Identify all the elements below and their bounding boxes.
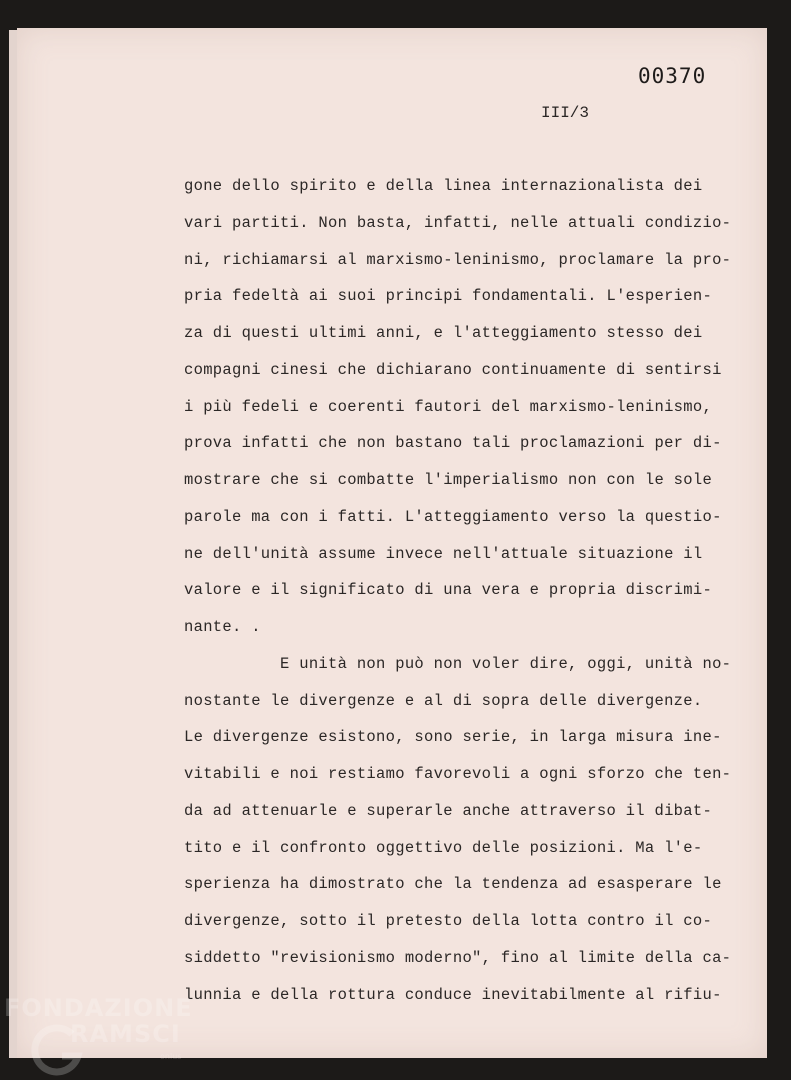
body-line: mostrare che si combatte l'imperialismo non con le sole [184,471,713,489]
watermark-subtitle: RAMSCI [70,1020,181,1048]
body-line: vitabili e noi restiamo favorevoli a ogni sforzo che ten- [184,765,732,783]
body-line: Le divergenze esistono, sono serie, in larga misura ine- [184,728,722,746]
body-line: gone dello spirito e della linea internazionalista dei [184,177,703,195]
body-line: za di questi ultimi anni, e l'atteggiamento stesso dei [184,324,703,342]
body-line: tito e il confronto oggettivo delle posizioni. Ma l'e- [184,839,703,857]
body-line: E unità non può non voler dire, oggi, unità no- [184,655,732,673]
body-line: pria fedeltà ai suoi principi fondamentali. L'esperien- [184,287,713,305]
document-page [17,28,767,1058]
document-number: 00370 [638,64,707,88]
body-line: lunnia e della rottura conduce inevitabilmente al rifiu- [184,986,722,1004]
fondazione-gramsci-watermark [0,990,200,1080]
body-line: parole ma con i fatti. L'atteggiamento verso la questio- [184,508,722,526]
watermark-title: FONDAZIONE [4,994,193,1022]
body-line: i più fedeli e coerenti fautori del marxismo-leninismo, [184,398,713,416]
body-line: valore e il significato di una vera e propria discrimi- [184,581,713,599]
body-line: nante. . [184,618,261,636]
body-line: sperienza ha dimostrato che la tendenza ad esasperare le [184,875,722,893]
body-line: prova infatti che non bastano tali proclamazioni per di- [184,434,722,452]
body-line: compagni cinesi che dichiarano continuamente di sentirsi [184,361,722,379]
section-reference: III/3 [541,104,590,122]
body-line: da ad attenuarle e superarle anche attraverso il dibat- [184,802,713,820]
body-line: siddetto "revisionismo moderno", fino al limite della ca- [184,949,732,967]
body-line: vari partiti. Non basta, infatti, nelle attuali condizio- [184,214,732,232]
watermark-small: onlus [160,1052,182,1061]
body-line: divergenze, sotto il pretesto della lotta contro il co- [184,912,713,930]
body-line: ne dell'unità assume invece nell'attuale situazione il [184,545,703,563]
body-line: nostante le divergenze e al di sopra delle divergenze. [184,692,703,710]
body-line: ni, richiamarsi al marxismo-leninismo, proclamare la pro- [184,251,732,269]
